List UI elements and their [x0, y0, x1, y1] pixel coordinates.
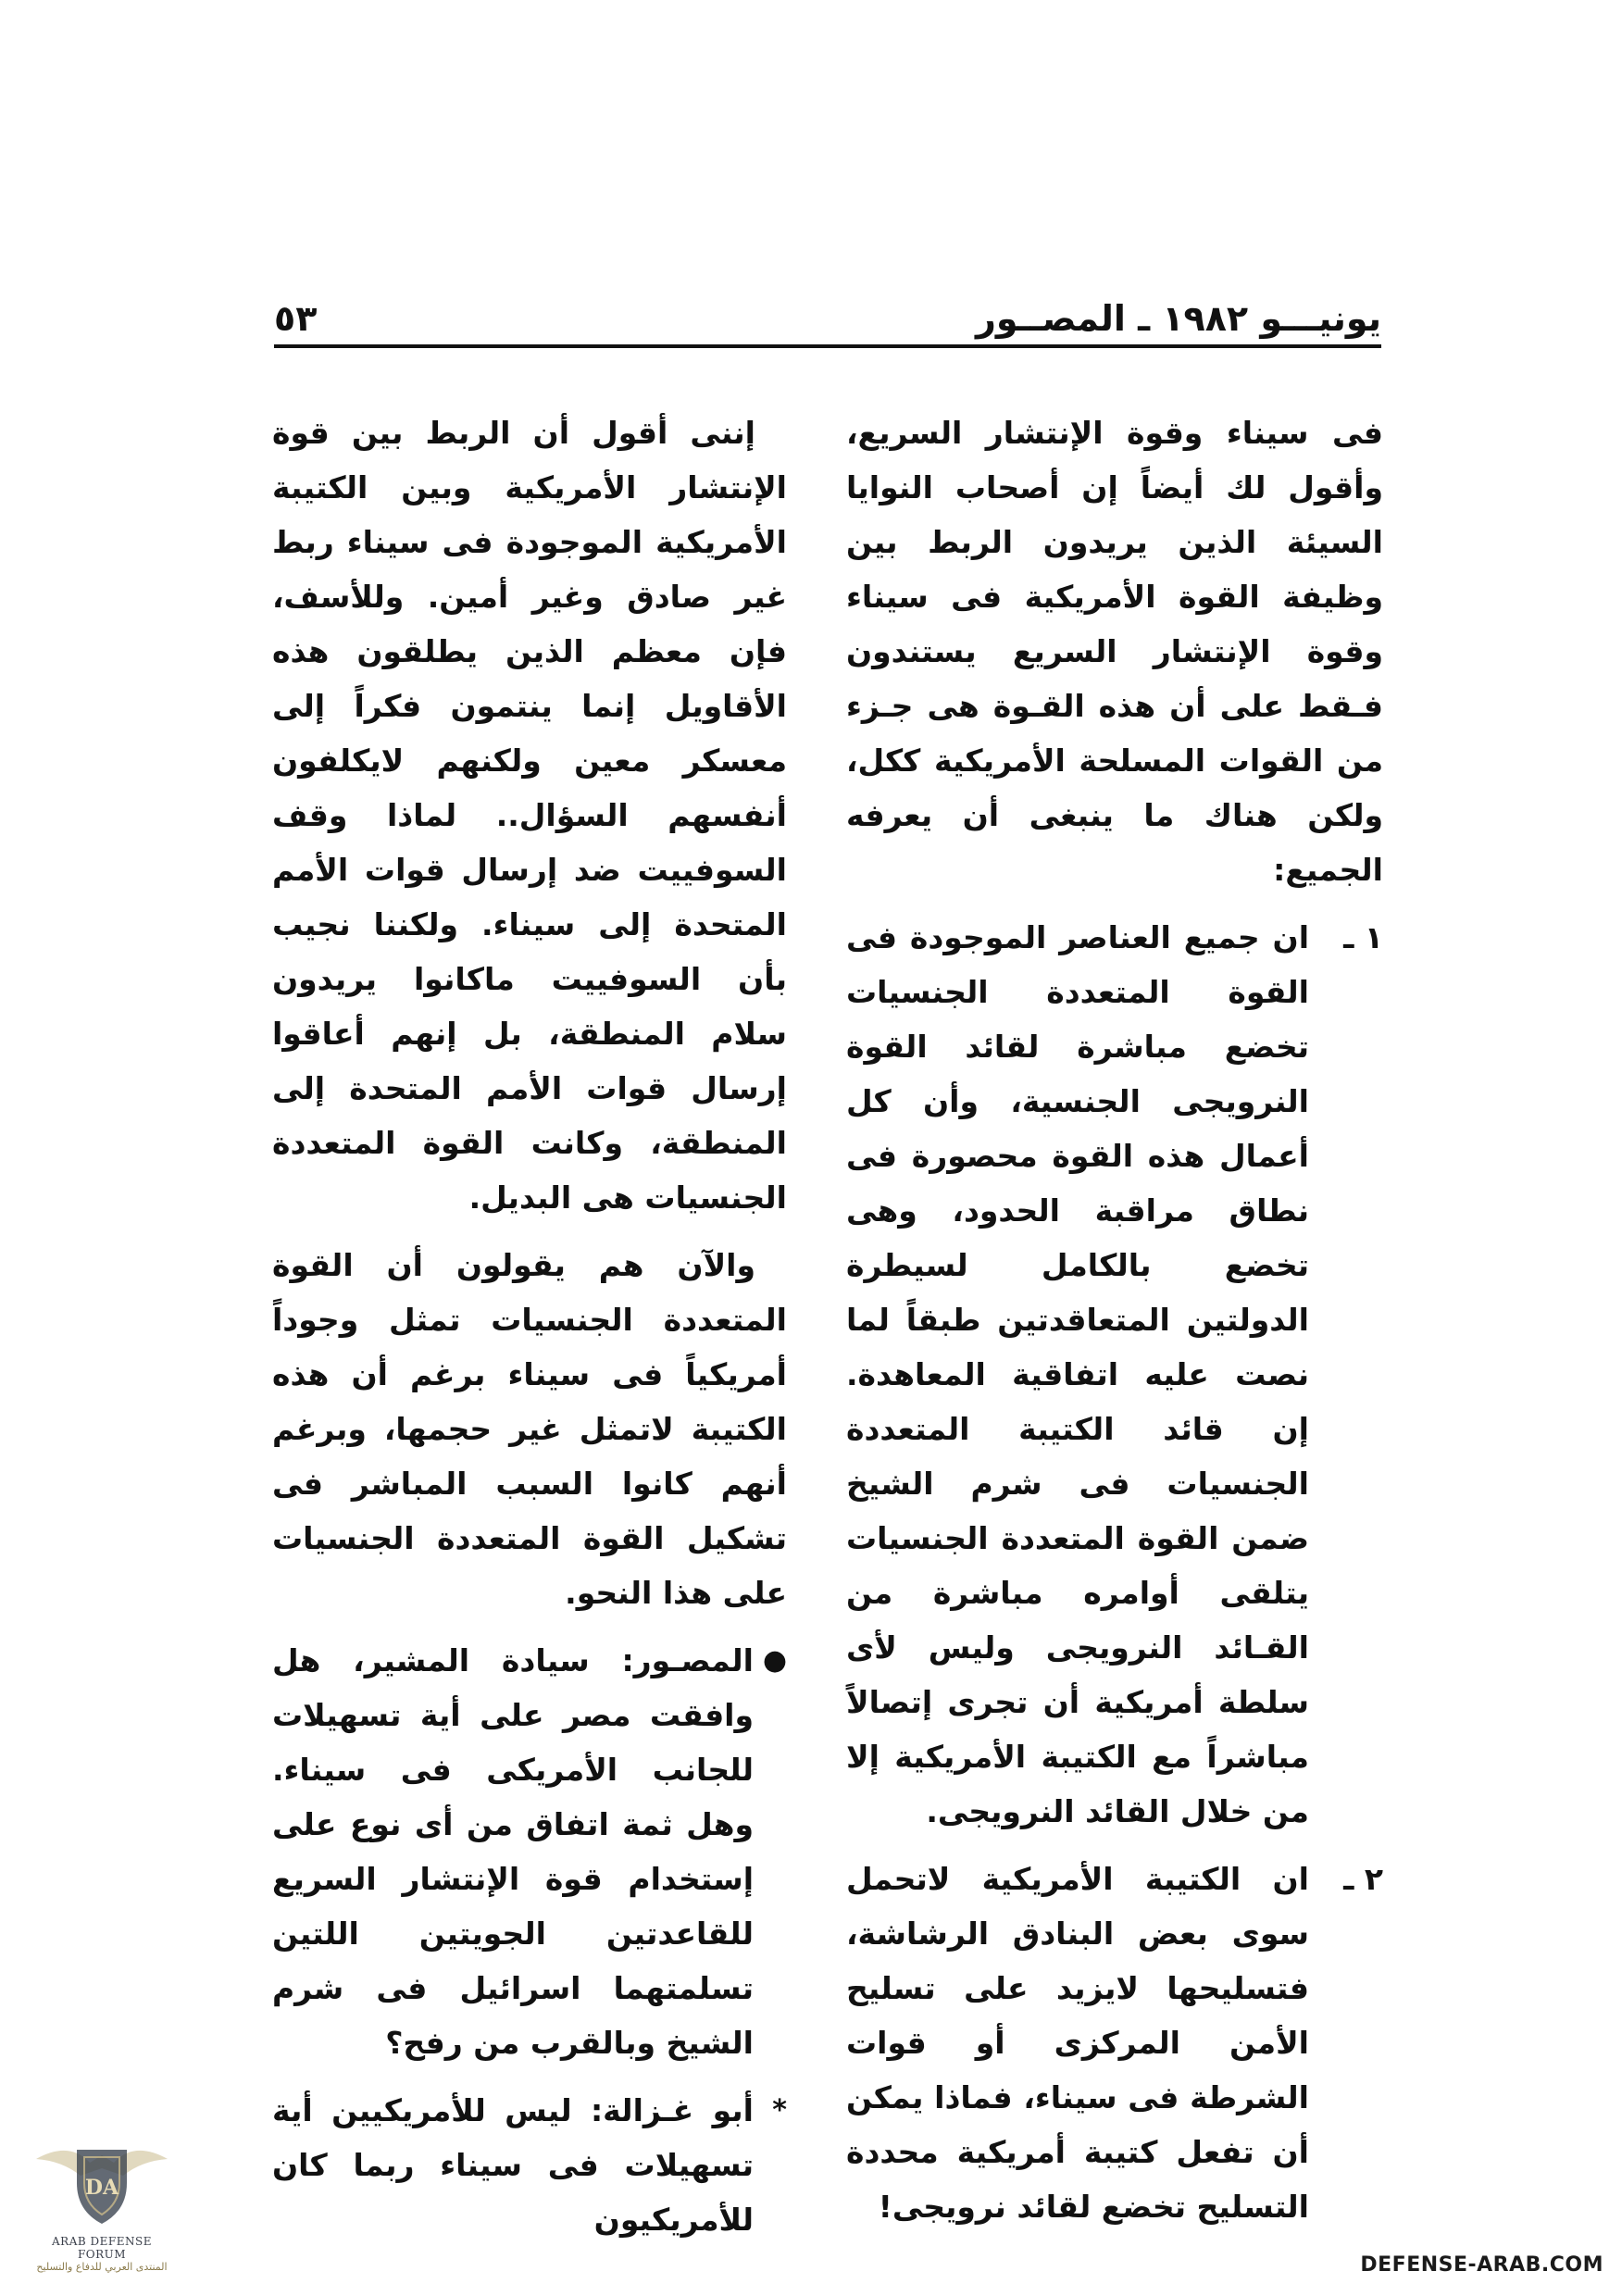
interview-answer	[272, 2083, 787, 2247]
right-column	[846, 406, 1383, 2247]
answer-text: أبو غـزالة: ليس للأمريكيين أية تسهيلات فى سيناء ربما كان للأمريكيون	[272, 2092, 754, 2238]
intro-paragraph: فى سيناء وقوة الإنتشار السريع، وأقول لك أيضاً إن أصحاب النوايا السيئة الذين يريدون الربط بين وظيفة القوة الأمريكية فى سيناء وقوة الإنتشار السريع يستندون فـقط على أن هذه القـوة هى جـزء من القوات المسلحة الأمريكية ككل، ولكن هناك ما ينبغى أن يعرفه الجميع:	[846, 415, 1383, 888]
numbered-item-2	[846, 1852, 1383, 2234]
watermark-name: ARAB DEFENSE FORUM	[52, 2235, 152, 2261]
eagle-shield-icon	[32, 2122, 171, 2233]
body-paragraph: والآن هم يقولون أن القوة المتعددة الجنسيات تمثل وجوداً أمريكياً فى سيناء برغم أن هذه الكتيبة لاتمثل غير حجمها، وبرغم أنهم كانوا السبب المباشر فى تشكيل القوة المتعددة الجنسيات على هذا النحو.	[272, 1247, 787, 1611]
forum-watermark	[28, 2122, 176, 2285]
page-header	[274, 289, 1381, 348]
numbered-item-1	[846, 910, 1383, 1839]
watermark-initials: DA	[84, 2176, 119, 2200]
question-text: المصـور: سيادة المشير، هل وافقت مصر على أية تسهيلات للجانب الأمريكى فى سيناء. وهل ثمة اتفاق من أى نوع على إستخدام قوة الإنتشار السريع للقاعدتين الجويتين اللتين تسلمتهما اسرائيل فى شرم الشيخ وبالقرب من رفح؟	[272, 1642, 754, 2061]
item-number: ١ ـ	[1343, 919, 1383, 955]
interview-question	[272, 1633, 787, 2070]
site-url: DEFENSE-ARAB.COM	[1360, 2253, 1603, 2277]
page-number: ٥٣	[274, 298, 318, 339]
item-text: ان جميع العناصر الموجودة فى القوة المتعددة الجنسيات تخضع مباشرة لقائد القوة النرويجى الجنسية، وأن كل أعمال هذه القوة محصورة فى نطاق مراقبة الحدود، وهى تخضع بالكامل لسيطرة الدولتين المتعاقدتين طبقاً لما نصت عليه اتفاقية المعاهدة. إن قائد الكتيبة المتعددة الجنسيات فى شرم الشيخ ضمن القوة المتعددة الجنسيات يتلقى أوامره مباشرة من القـائد النرويجى وليس لأى سلطة أمريكية أن تجرى إتصالاً مباشراً مع الكتيبة الأمريكية إلا من خلال القائد النرويجى.	[846, 919, 1309, 1829]
asterisk-icon: *	[772, 2094, 787, 2127]
item-number: ٢ ـ	[1343, 1861, 1383, 1897]
item-text: ان الكتيبة الأمريكية لاتحمل سوى بعض البنادق الرشاشة، فتسليحها لايزيد على تسليح الأمن المركزى أو قوات الشرطة فى سيناء، فماذا يمكن أن تفعل كتيبة أمريكية محددة التسليح تخضع لقائد نرويجى!	[846, 1861, 1309, 2225]
left-column	[272, 406, 787, 2260]
header-divider	[274, 344, 1381, 348]
watermark-arabic: المنتدى العربي للدفاع والتسليح	[36, 2261, 168, 2273]
running-title: يونيـــو ١٩٨٢ ـ المصــور	[975, 298, 1381, 339]
bullet-icon: ●	[762, 1644, 787, 1677]
body-paragraph: إننى أقول أن الربط بين قوة الإنتشار الأمريكية وبين الكتيبة الأمريكية الموجودة فى سيناء ربط غير صادق وغير أمين. وللأسف، فإن معظم الذين يطلقون هذه الأقاويل إنما ينتمون فكراً إلى معسكر معين ولكنهم لايكلفون أنفسهم السؤال.. لماذا وقف السوفييت ضد إرسال قوات الأمم المتحدة إلى سيناء. ولكننا نجيب بأن السوفييت ماكانوا يريدون سلام المنطقة، بل إنهم أعاقوا إرسال قوات الأمم المتحدة إلى المنطقة، وكانت القوة المتعددة الجنسيات هى البديل.	[272, 415, 787, 1216]
